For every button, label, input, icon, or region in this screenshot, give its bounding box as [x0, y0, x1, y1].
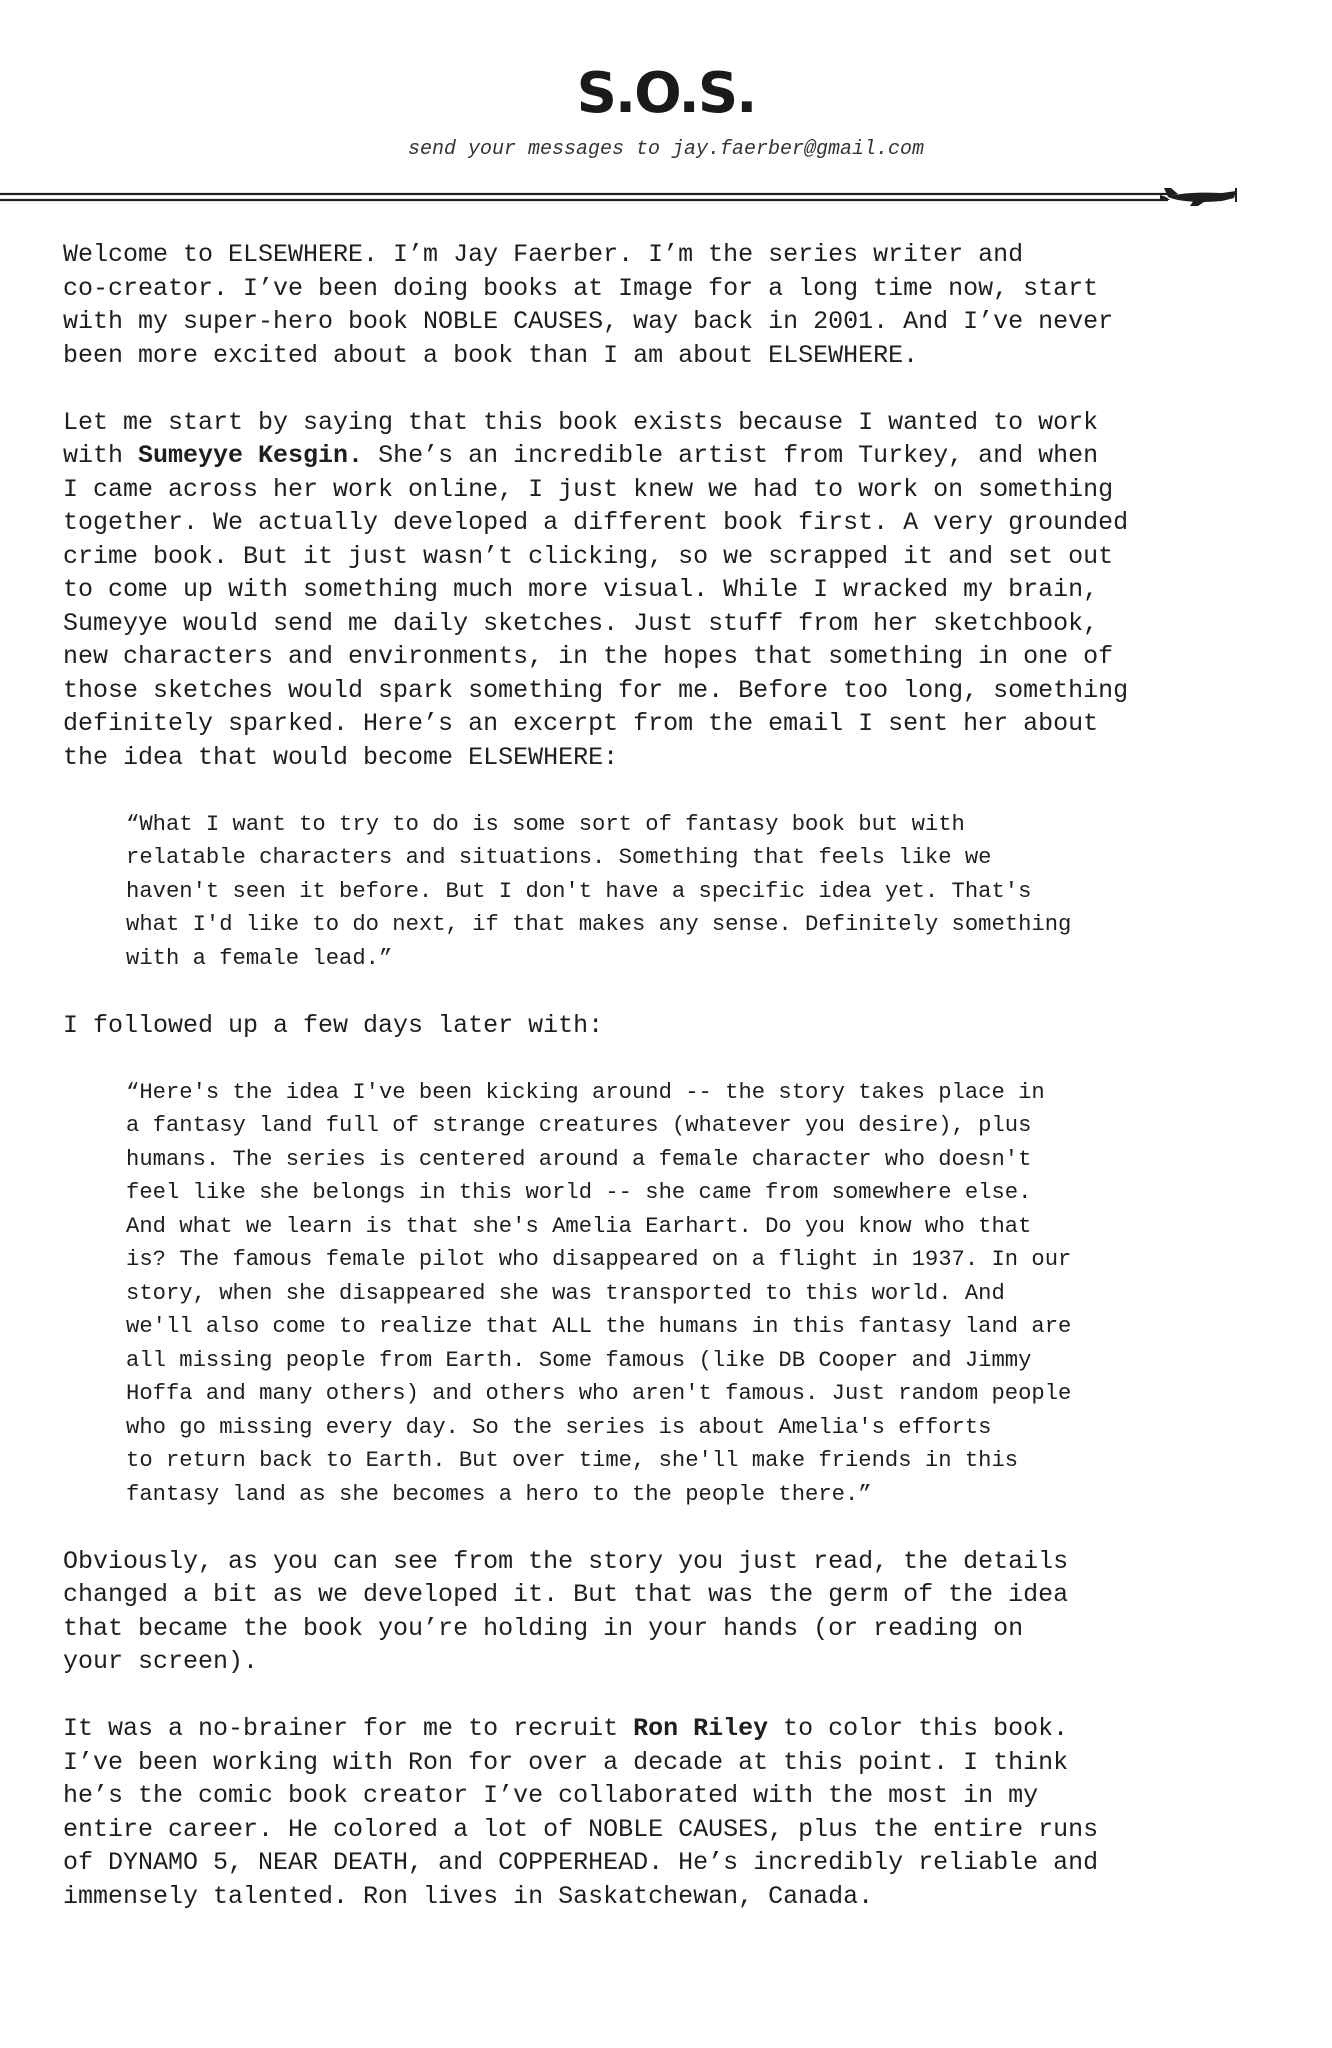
- paragraph-sumeyye-rest: She’s an incredible artist from Turkey, and when I came across her work online, I just knew we had to work on something together. We actually developed a different book first. A very grounded crime book. But it just wasn’t clicking, so we scrapped it and set out to come up with something much more visual. While I wracked my brain, Sumeyye would send me daily sketches. Just stuff from her sketchbook, new characters and environments, in the hopes that something in one of those sketches would spark something for me. Before too long, something definitely sparked. Here’s an excerpt from the email I sent her about the idea that would become ELSEWHERE:: [63, 441, 1129, 772]
- article-body: [63, 238, 1283, 1947]
- email-quote-first: “What I want to try to do is some sort of fantasy book but with relatable characters and situations. Something that feels like we haven't seen it before. But I don't have a specific idea yet. That's what I'd like to do next, if that makes any sense. Definitely something with a female lead.”: [126, 811, 1072, 971]
- page-header: [0, 0, 1332, 210]
- name-ron-riley: Ron Riley: [633, 1714, 769, 1743]
- email-quote-second: “Here's the idea I've been kicking around -- the story takes place in a fantasy land full of strange creatures (whatever you desire), plus humans. The series is centered around a female character who doesn't feel like she belongs in this world -- she came from somewhere else. And what we learn is that she's Amelia Earhart. Do you know who that is? The famous female pilot who disappeared on a flight in 1937. In our story, when she disappeared she was transported to this world. And we'll also come to realize that ALL the humans in this fantasy land are all missing people from Earth. Some famous (like DB Cooper and Jimmy Hoffa and many others) and others who aren't famous. Just random people who go missing every day. So the series is about Amelia's efforts to return back to Earth. But over time, she'll make friends in this fantasy land as she becomes a hero to the people there.”: [126, 1079, 1072, 1507]
- page-title: S.O.S.: [576, 61, 756, 126]
- paragraph-ron-start: It was a no-brainer for me to recruit: [63, 1714, 634, 1743]
- airplane-icon: [1160, 188, 1237, 206]
- paragraph-welcome: Welcome to ELSEWHERE. I’m Jay Faerber. I’m the series writer and co-creator. I’ve been doing books at Image for a long time now, start with my super-hero book NOBLE CAUSES, way back in 2001. And I’ve never been more excited about a book than I am about ELSEWHERE.: [63, 240, 1114, 370]
- name-sumeyye-kesgin: Sumeyye Kesgin.: [138, 441, 364, 470]
- page-subtitle: send your messages to jay.faerber@gmail.com: [407, 138, 925, 161]
- airplane-divider: [0, 183, 1240, 209]
- paragraph-ron-rest: to color this book. I’ve been working with Ron for over a decade at this point. I think he’s the comic book creator I’ve collaborated with the most in my entire career. He colored a lot of NOBLE CAUSES, plus the entire runs of DYNAMO 5, NEAR DEATH, and COPPERHEAD. He’s incredibly reliable and immensely talented. Ron lives in Saskatchewan, Canada.: [63, 1714, 1099, 1911]
- paragraph-followup: I followed up a few days later with:: [63, 1010, 604, 1040]
- paragraph-sumeyye-start: Let me start by saying that this book exists because I wanted to work with: [63, 407, 1099, 470]
- paragraph-obviously: Obviously, as you can see from the story you just read, the details changed a bit as we developed it. But that was the germ of the idea that became the book you’re holding in your hands (or reading on your screen).: [63, 1546, 1069, 1676]
- paragraph-sumeyye: [63, 406, 1283, 775]
- paragraph-ron-riley: [63, 1712, 1283, 1913]
